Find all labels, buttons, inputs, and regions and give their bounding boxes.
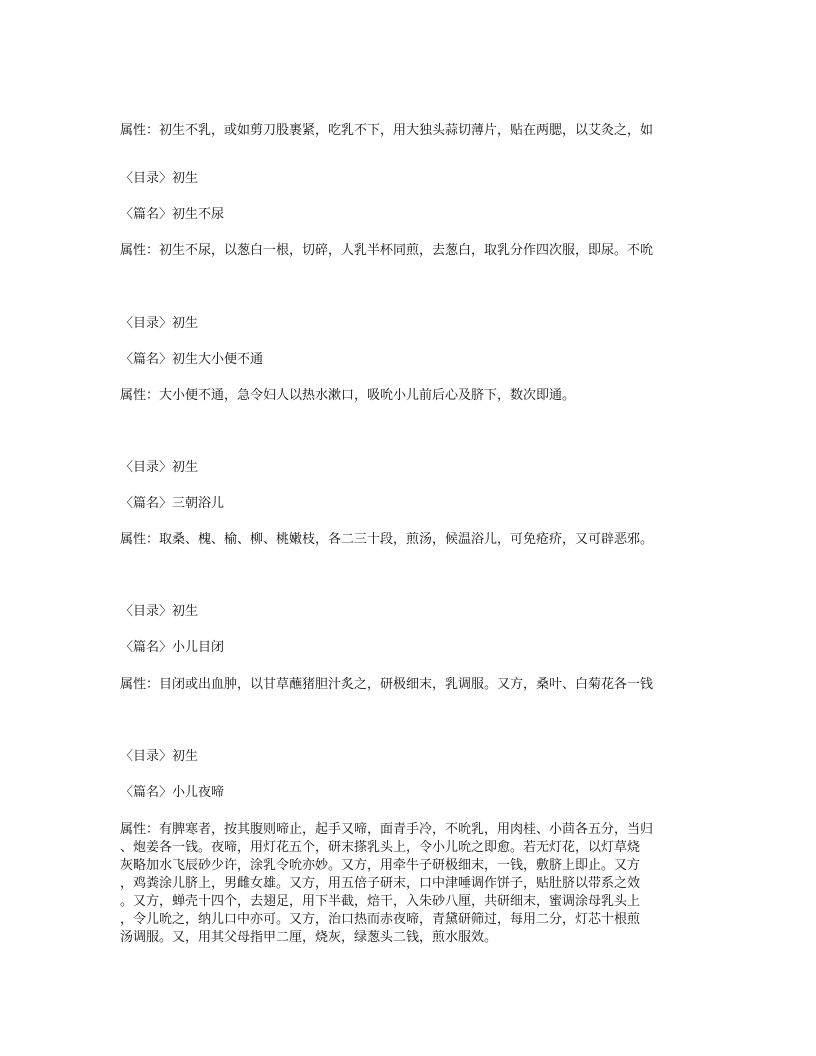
entry-attribute-line: 、炮姜各一钱。夜啼，用灯花五个，研末搽乳头上，令小儿吮之即愈。若无灯花，以灯草烧 xyxy=(120,840,641,855)
entry-attribute: 属性：初生不尿，以葱白一根，切碎，人乳半杯同煎，去葱白，取乳分作四次服，即尿。不吮 xyxy=(120,243,654,258)
entry-catalog: 〈目录〉初生 xyxy=(120,316,199,331)
entry-attribute-line: 。又方，蝉壳十四个，去翅足，用下半截，焙干，入朱砂八厘，共研细末，蜜调涂母乳头上 xyxy=(120,894,641,909)
entry-catalog: 〈目录〉初生 xyxy=(120,460,199,475)
entry-title: 〈篇名〉初生不尿 xyxy=(120,207,225,222)
entry-title: 〈篇名〉初生大小便不通 xyxy=(120,352,264,367)
entry-attribute-line: 汤调服。又，用其父母指甲二厘，烧灰，绿葱头二钱，煎水服效。 xyxy=(120,930,498,945)
entry-attribute: 属性：大小便不通，急令妇人以热水漱口，吸吮小儿前后心及脐下，数次即通。 xyxy=(120,388,576,403)
entry-attribute-line: 属性：有脾寒者，按其腹则啼止，起手又啼，面青手冷，不吮乳，用肉桂、小茴各五分，当归 xyxy=(120,822,654,837)
entry-title: 〈篇名〉小儿目闭 xyxy=(120,640,225,655)
entry-attribute-line: ，令儿吮之，纳儿口中亦可。又方，治口热而赤夜啼，青黛研筛过，每用二分，灯芯十根煎 xyxy=(120,912,641,927)
entry-catalog: 〈目录〉初生 xyxy=(120,749,199,764)
entry-title: 〈篇名〉三朝浴儿 xyxy=(120,496,225,511)
entry-title: 〈篇名〉小儿夜啼 xyxy=(120,785,225,800)
entry-catalog: 〈目录〉初生 xyxy=(120,171,199,186)
entry-attribute: 属性：取桑、槐、榆、柳、桃嫩枝，各二三十段，煎汤，候温浴儿，可免疮疥，又可辟恶邪。 xyxy=(120,532,654,547)
entry-attribute: 属性：目闭或出血肿，以甘草蘸猪胆汁炙之，研极细末，乳调服。又方，桑叶、白菊花各一钱 xyxy=(120,677,654,692)
entry-attribute-line: 灰略加水飞辰砂少许，涂乳令吮亦妙。又方，用牵牛子研极细末，一钱，敷脐上即止。又方 xyxy=(120,858,641,873)
entry-attribute: 属性：初生不乳，或如剪刀股裹紧，吃乳不下，用大独头蒜切薄片，贴在两腮，以艾灸之，如 xyxy=(120,123,654,138)
entry-catalog: 〈目录〉初生 xyxy=(120,604,199,619)
entry-attribute-line: ，鸡粪涂儿脐上，男雌女雄。又方，用五倍子研末，口中津唾调作饼子，贴肚脐以带系之效 xyxy=(120,876,641,891)
